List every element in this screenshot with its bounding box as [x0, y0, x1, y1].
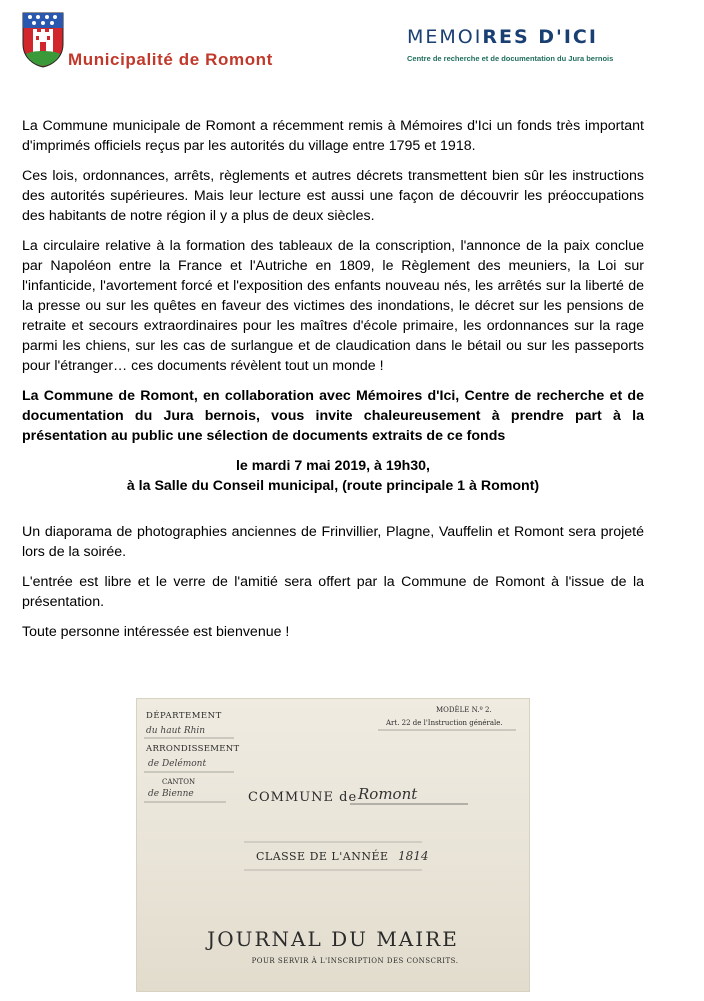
event-date: le mardi 7 mai 2019, à 19h30, — [235, 458, 431, 474]
municipality-name: Municipalité de Romont — [68, 50, 273, 69]
event-place: à la Salle du Conseil municipal, (route principale 1 à Romont) — [126, 478, 540, 494]
invitation-paragraph: La Commune de Romont, en collaboration avec Mémoires d'Ici, Centre de recherche et de documentation du Jura bernois, vous invite chaleureusement à prendre part à la présentation au public une sélection de documents extraits de ce fonds — [22, 388, 644, 444]
arr-value: de Delémont — [148, 759, 207, 769]
logo-title-part-b: RES D'ICI — [482, 26, 598, 48]
canton-label: CANTON — [162, 778, 196, 786]
laws-paragraph: Ces lois, ordonnances, arrêts, règlements et autres décrets transmettent bien sûr les instructions des autorités supérieures. Mais leur lecture est aussi une façon de découvrir les préoccupations des habitants de notre région il y a plus de deux siècles. — [22, 168, 644, 224]
model-number: MODÈLE N.º 2. — [436, 706, 492, 714]
commune-label: COMMUNE de — [248, 790, 358, 805]
page-header — [0, 0, 704, 80]
examples-paragraph: La circulaire relative à la formation des tableaux de la conscription, l'annonce de la paix conclue par Napoléon entre la France et l'Autriche en 1809, le Règlement des meuniers, la Loi sur l'infanticide, l'avortement forcé et l'exposition des enfants nouveau nés, les arrêtés sur la liberté de la presse ou sur les quêtes en faveur des victimes des inondations, le décret sur les pensions de retraite et secours extraordinaires pour les maîtres d'école primaire, les ordonnances sur la rage parmi les chiens, sur les cas de surlangue et de claudication dans le bétail ou sur les passeports pour l'étranger… ces documents révèlent tout un monde ! — [22, 238, 644, 374]
logo-subtitle: Centre de recherche et de documentation du Jura bernois — [407, 54, 614, 63]
romont-coat-of-arms-icon — [22, 12, 64, 68]
logo-title — [407, 26, 687, 48]
commune-value: Romont — [358, 785, 418, 803]
dept-label: DÉPARTEMENT — [146, 711, 222, 721]
historical-document-photo — [136, 698, 530, 992]
classe-label: CLASSE DE L'ANNÉE — [256, 850, 389, 863]
welcome-paragraph: Toute personne intéressée est bienvenue ! — [22, 624, 290, 640]
event-details — [22, 456, 644, 496]
journal-title: JOURNAL DU MAIRE — [207, 927, 459, 951]
classe-value: 1814 — [398, 849, 429, 863]
entry-paragraph: L'entrée est libre et le verre de l'amitié sera offert par la Commune de Romont à l'issue de la présentation. — [22, 574, 644, 610]
invitation-text — [22, 116, 644, 652]
intro-paragraph: La Commune municipale de Romont a récemment remis à Mémoires d'Ici un fonds très important d'imprimés officiels reçus par les autorités du village entre 1795 et 1918. — [22, 118, 644, 154]
dept-value: du haut Rhin — [146, 726, 206, 736]
canton-value: de Bienne — [148, 789, 194, 799]
document-scan — [136, 698, 530, 992]
slideshow-paragraph: Un diaporama de photographies anciennes de Frinvillier, Plagne, Vauffelin et Romont sera projeté lors de la soirée. — [22, 524, 644, 560]
arr-label: ARRONDISSEMENT — [146, 744, 240, 754]
memoires-dici-logo — [407, 26, 687, 63]
journal-subtitle: POUR SERVIR À L'INSCRIPTION DES CONSCRITS. — [251, 957, 459, 965]
article-ref: Art. 22 de l'Instruction générale. — [386, 719, 503, 727]
logo-title-part-a: MEMOI — [407, 26, 483, 48]
